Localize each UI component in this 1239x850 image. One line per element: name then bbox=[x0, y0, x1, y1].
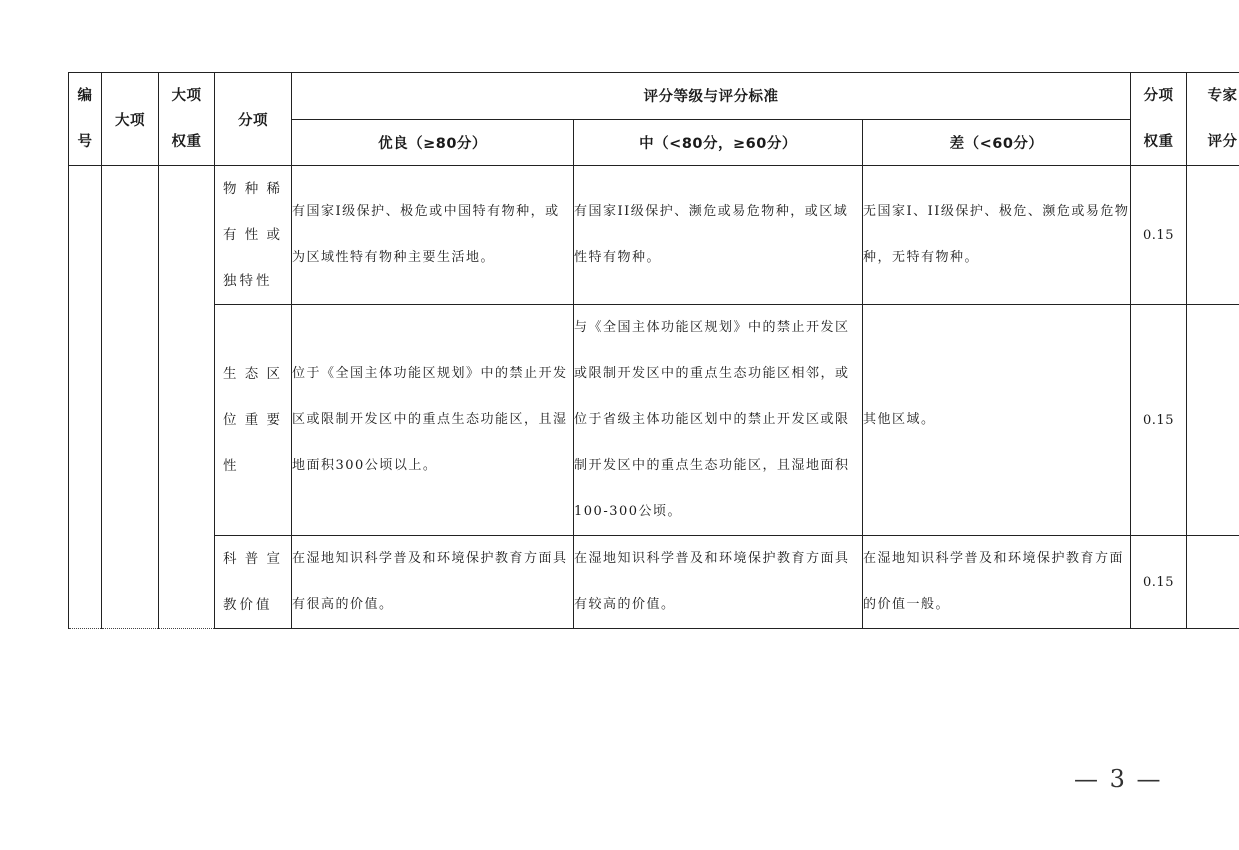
table-row bbox=[69, 305, 1239, 536]
header-item-weight bbox=[159, 73, 215, 166]
table-row bbox=[69, 166, 1239, 305]
header-item-weight-bottom: 权重 bbox=[171, 134, 202, 150]
header-expert-bottom: 评分 bbox=[1207, 134, 1238, 150]
expert-score bbox=[1187, 166, 1239, 305]
header-grade-good: 优良（≥80分） bbox=[292, 119, 574, 166]
sub-line: 生态区 bbox=[223, 366, 283, 382]
header-sub: 分项 bbox=[215, 73, 292, 166]
good-criteria: 位于《全国主体功能区规划》中的禁止开发区或限制开发区中的重点生态功能区，且湿地面积300公顷以上。 bbox=[292, 305, 574, 536]
sub-line: 性 bbox=[223, 458, 240, 474]
sub-line: 独特性 bbox=[223, 273, 273, 289]
poor-criteria: 在湿地知识科学普及和环境保护教育方面的价值一般。 bbox=[863, 536, 1131, 629]
header-sub-weight bbox=[1131, 73, 1187, 166]
sub-line: 位重要 bbox=[223, 412, 283, 428]
header-expert bbox=[1187, 73, 1239, 166]
sub-cell bbox=[215, 305, 292, 536]
poor-criteria: 无国家I、II级保护、极危、濒危或易危物种，无特有物种。 bbox=[863, 166, 1131, 305]
expert-score bbox=[1187, 305, 1239, 536]
header-row-1 bbox=[69, 73, 1239, 120]
mid-criteria: 与《全国主体功能区规划》中的禁止开发区或限制开发区中的重点生态功能区相邻，或位于省级主体功能区划中的禁止开发区或限制开发区中的重点生态功能区，且湿地面积100-300公顷。 bbox=[574, 305, 863, 536]
good-criteria: 有国家I级保护、极危或中国特有物种，或为区域性特有物种主要生活地。 bbox=[292, 166, 574, 305]
item-weight-cell bbox=[159, 166, 215, 629]
header-grade-poor: 差（<60分） bbox=[863, 119, 1131, 166]
good-criteria: 在湿地知识科学普及和环境保护教育方面具有很高的价值。 bbox=[292, 536, 574, 629]
header-sub-weight-bottom: 权重 bbox=[1143, 134, 1174, 150]
sub-line: 物种稀 bbox=[223, 181, 283, 197]
sub-cell bbox=[215, 536, 292, 629]
sub-weight: 0.15 bbox=[1131, 166, 1187, 305]
mid-criteria: 有国家II级保护、濒危或易危物种，或区域性特有物种。 bbox=[574, 166, 863, 305]
header-id-top: 编 bbox=[77, 88, 93, 104]
header-sub-weight-top: 分项 bbox=[1143, 88, 1174, 104]
header-item: 大项 bbox=[102, 73, 159, 166]
sub-line: 教价值 bbox=[223, 597, 273, 613]
sub-line: 有性或 bbox=[223, 227, 283, 243]
poor-criteria: 其他区域。 bbox=[863, 305, 1131, 536]
header-grade-mid: 中（<80分，≥60分） bbox=[574, 119, 863, 166]
header-item-weight-top: 大项 bbox=[171, 88, 202, 104]
sub-line: 科普宣 bbox=[223, 551, 283, 567]
header-id bbox=[69, 73, 102, 166]
expert-score bbox=[1187, 536, 1239, 629]
header-expert-top: 专家 bbox=[1207, 88, 1238, 104]
mid-criteria: 在湿地知识科学普及和环境保护教育方面具有较高的价值。 bbox=[574, 536, 863, 629]
scoring-table bbox=[68, 72, 1239, 629]
header-id-bottom: 号 bbox=[77, 134, 93, 150]
item-cell bbox=[102, 166, 159, 629]
sub-weight: 0.15 bbox=[1131, 305, 1187, 536]
header-criteria: 评分等级与评分标准 bbox=[292, 73, 1131, 120]
table-row bbox=[69, 536, 1239, 629]
sub-weight: 0.15 bbox=[1131, 536, 1187, 629]
page-number: — 3 — bbox=[1074, 765, 1163, 793]
id-cell bbox=[69, 166, 102, 629]
sub-cell bbox=[215, 166, 292, 305]
